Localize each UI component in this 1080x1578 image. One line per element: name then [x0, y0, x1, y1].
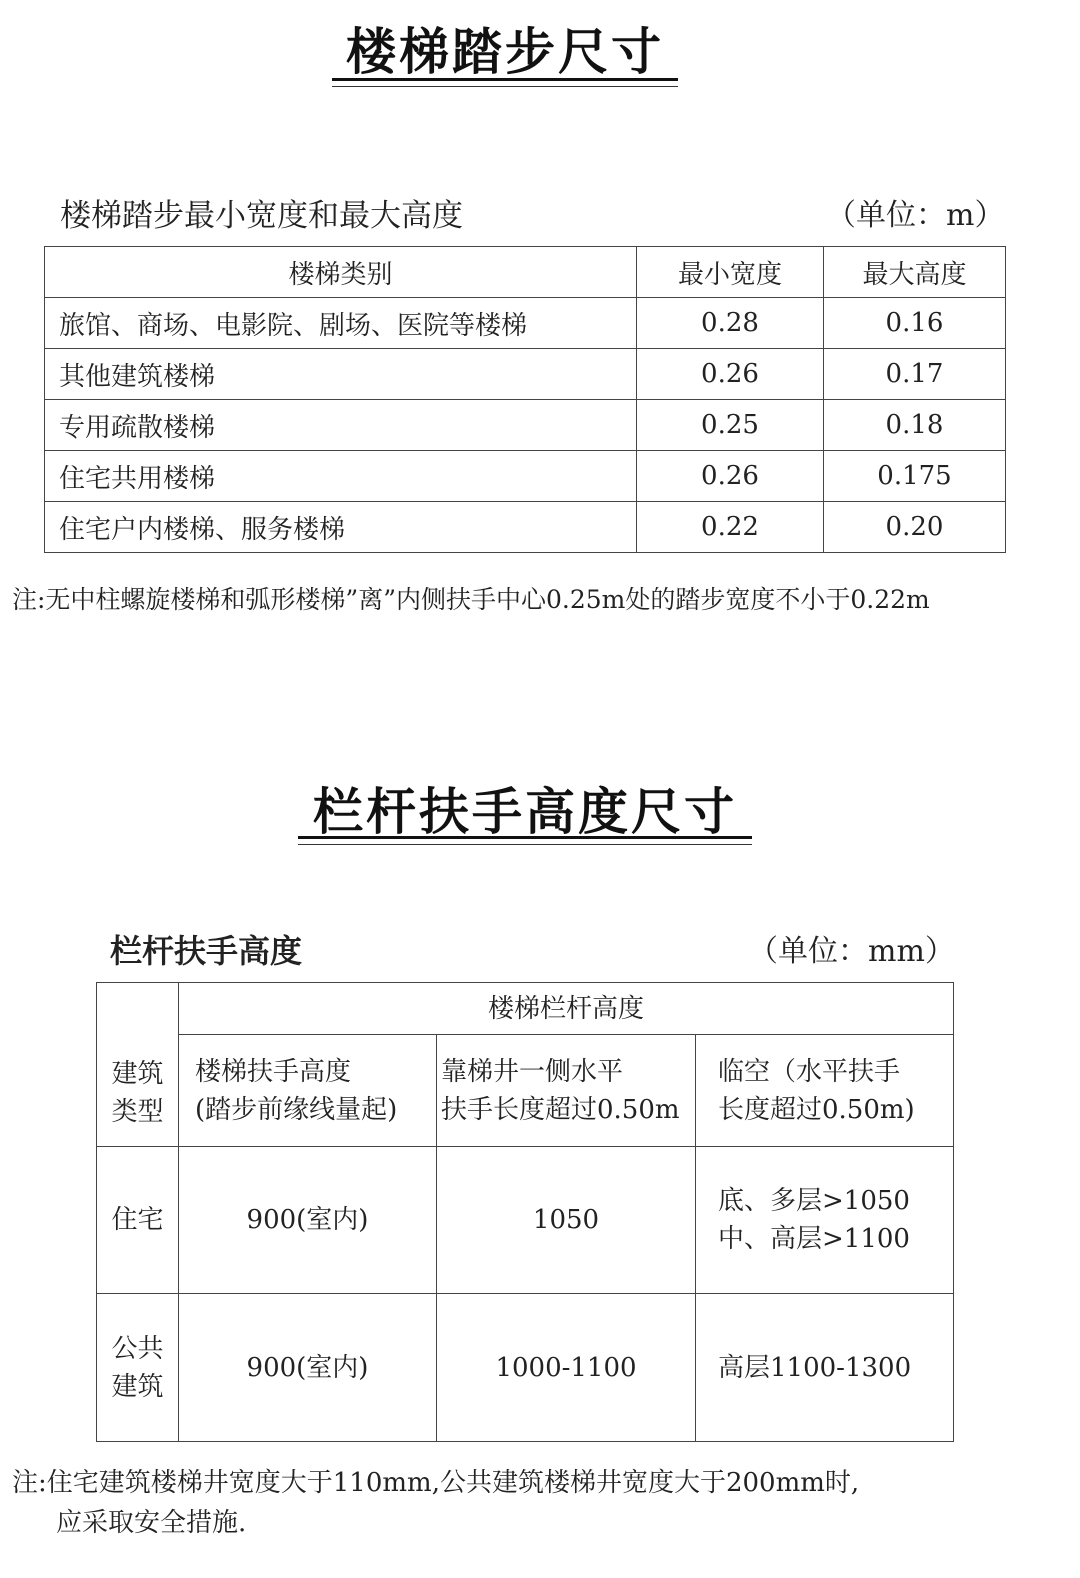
- table-row: [97, 1294, 954, 1442]
- header-handrail-height: [179, 1035, 437, 1147]
- railing-height-table: [96, 982, 954, 1442]
- stair-type-cell: 住宅户内楼梯、服务楼梯: [45, 502, 637, 553]
- table-row: [45, 400, 1006, 451]
- stair-type-cell: 其他建筑楼梯: [45, 349, 637, 400]
- stair-type-cell: 专用疏散楼梯: [45, 400, 637, 451]
- max-height-cell: 0.175: [824, 451, 1006, 502]
- section1-title-underline: [332, 78, 678, 81]
- building-type-line: 建筑: [111, 1371, 164, 1402]
- open-side-cell: 高层1100-1300: [696, 1294, 954, 1442]
- section2-note-line2: 应采取安全措施.: [56, 1508, 247, 1538]
- handrail-height-cell: 900(室内): [179, 1294, 437, 1442]
- stair-step-table: [44, 246, 1006, 553]
- min-width-cell: 0.25: [637, 400, 824, 451]
- table-group-header-row: [97, 983, 954, 1035]
- stair-type-cell: 旅馆、商场、电影院、剧场、医院等楼梯: [45, 298, 637, 349]
- header-stair-type: 楼梯类别: [45, 247, 637, 298]
- min-width-cell: 0.28: [637, 298, 824, 349]
- header-max-height: 最大高度: [824, 247, 1006, 298]
- table-row: [45, 298, 1006, 349]
- header-open-side: [696, 1035, 954, 1147]
- section2-title: 栏杆扶手高度尺寸: [313, 783, 737, 841]
- max-height-cell: 0.20: [824, 502, 1006, 553]
- header-min-width: 最小宽度: [637, 247, 824, 298]
- section2-title-underline-thin: [298, 844, 752, 845]
- section2-table-caption: 栏杆扶手高度: [110, 932, 303, 970]
- table-header-row: [97, 1035, 954, 1147]
- table-row: [45, 349, 1006, 400]
- section1-title: 楼梯踏步尺寸: [346, 23, 664, 81]
- header-building-type-line: 类型: [111, 1096, 164, 1127]
- open-side-line: 底、多层>1050: [718, 1186, 910, 1216]
- section1-table-caption: 楼梯踏步最小宽度和最大高度: [60, 198, 463, 234]
- min-width-cell: 0.26: [637, 451, 824, 502]
- header-line: 靠梯井一侧水平: [441, 1056, 624, 1087]
- header-line: (踏步前缘线量起): [195, 1094, 398, 1125]
- max-height-cell: 0.17: [824, 349, 1006, 400]
- header-line: 扶手长度超过0.50m: [441, 1094, 680, 1125]
- section2-unit: （单位：mm）: [748, 934, 955, 969]
- open-side-line: 中、高层>1100: [718, 1224, 910, 1254]
- min-width-cell: 0.22: [637, 502, 824, 553]
- stairwell-side-cell: 1050: [437, 1147, 696, 1294]
- table-row: [45, 451, 1006, 502]
- open-side-cell: [696, 1147, 954, 1294]
- max-height-cell: 0.16: [824, 298, 1006, 349]
- handrail-height-cell: 900(室内): [179, 1147, 437, 1294]
- max-height-cell: 0.18: [824, 400, 1006, 451]
- header-line: 临空（水平扶手: [718, 1056, 901, 1087]
- section1-title-underline-thin: [332, 86, 678, 87]
- building-type-line: 公共: [111, 1333, 164, 1364]
- min-width-cell: 0.26: [637, 349, 824, 400]
- stair-type-cell: 住宅共用楼梯: [45, 451, 637, 502]
- header-line: 楼梯扶手高度: [195, 1056, 352, 1087]
- header-stairwell-side: [437, 1035, 696, 1147]
- section1-note: 注:无中柱螺旋楼梯和弧形楼梯”离”内侧扶手中心0.25m处的踏步宽度不小于0.22m: [12, 585, 930, 614]
- building-type-cell: [97, 1294, 179, 1442]
- section1-unit: （单位：m）: [826, 198, 1005, 233]
- header-line: 长度超过0.50m): [718, 1094, 915, 1125]
- table-header-row: [45, 247, 1006, 298]
- table-row: [97, 1147, 954, 1294]
- header-building-type-line: 建筑: [111, 1058, 164, 1089]
- section2-note-line1: 注:住宅建筑楼梯井宽度大于110mm,公共建筑楼梯井宽度大于200mm时,: [12, 1468, 860, 1498]
- header-building-type: [97, 983, 179, 1147]
- section2-title-underline: [298, 836, 752, 839]
- building-type-cell: 住宅: [97, 1147, 179, 1294]
- stairwell-side-cell: 1000-1100: [437, 1294, 696, 1442]
- table-row: [45, 502, 1006, 553]
- header-railing-height: 楼梯栏杆高度: [179, 983, 954, 1035]
